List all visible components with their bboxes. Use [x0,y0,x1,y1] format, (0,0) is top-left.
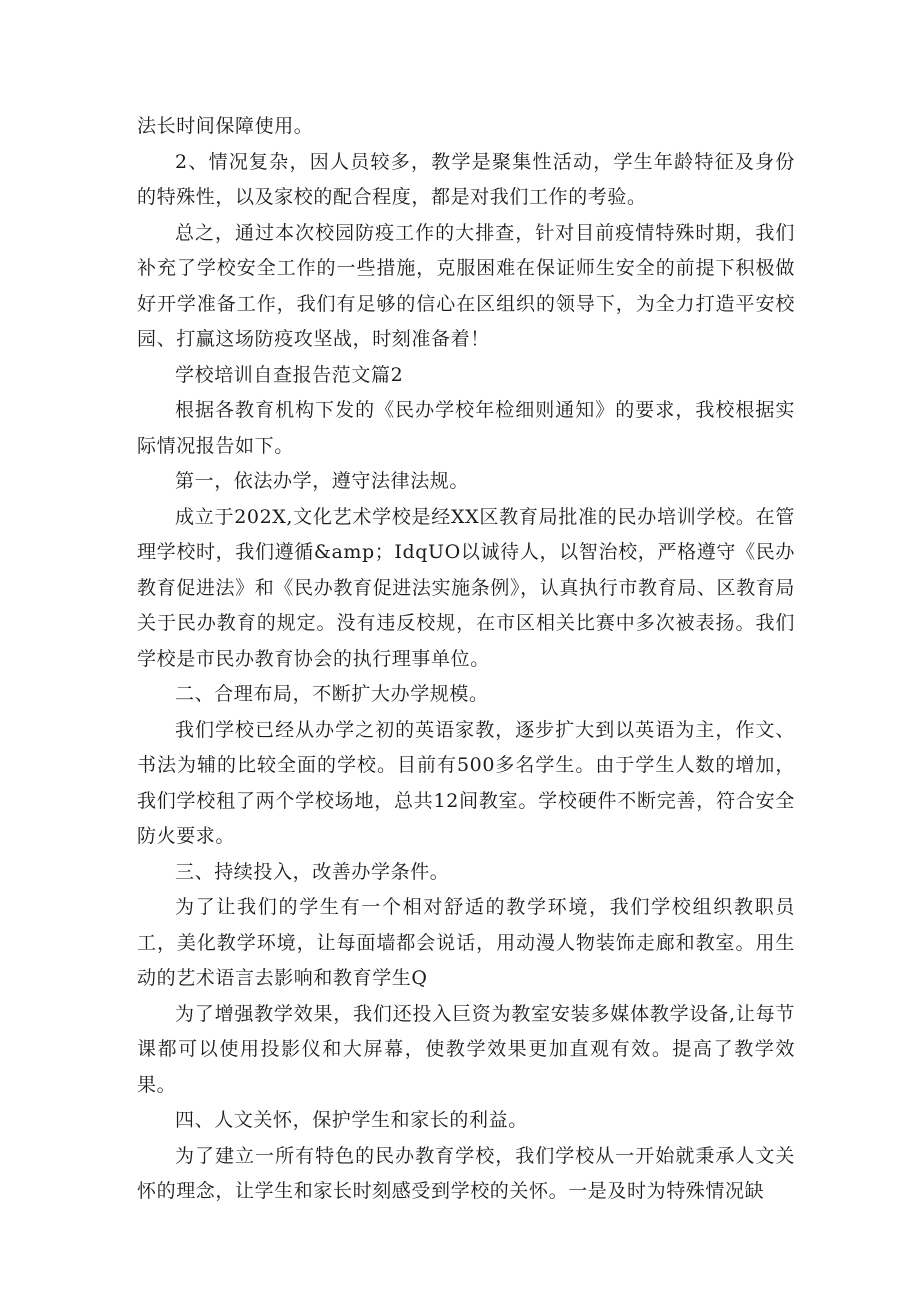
section-heading: 学校培训自查报告范文篇2 [175,363,404,386]
paragraph: 法长时间保障使用。 [137,115,314,137]
subsection-heading: 四、人文关怀，保护学生和家长的利益。 [175,1109,528,1131]
subsection-heading: 二、合理布局，不断扩大办学规模。 [175,683,489,705]
subsection-heading: 三、持续投入，改善办学条件。 [175,860,450,883]
paragraph: 为了建立一所有特色的民办教育学校，我们学校从一开始就秉承人文关怀的理念，让学生和家长时刻感受到学校的关怀。一是及时为特殊情况缺 [137,1144,795,1202]
paragraph: 成立于202X,文化艺术学校是经XX区教育局批准的民办培训学校。在管理学校时，我们遵循&amp；IdqUO以诚待人，以智治校，严格遵守《民办教育促进法》和《民办教育促进法实施条例》，认真执行市教育局、区教育局关于民办教育的规定。没有违反校规，在市区相关比赛中多次被表扬。我们学校是市民办教育协会的执行理事单位。 [137,505,795,670]
document-body [137,109,795,1210]
paragraph: 为了增强教学效果，我们还投入巨资为教室安装多媒体教学设备,让每节课都可以使用投影仪和大屏幕，使教学效果更加直观有效。提高了教学效果。 [137,1002,795,1096]
paragraph: 为了让我们的学生有一个相对舒适的教学环境，我们学校组织教职员工，美化教学环境，让每面墙都会说话，用动漫人物装饰走廊和教室。用生动的艺术语言去影响和教育学生Q [137,896,795,989]
paragraph: 2、情况复杂，因人员较多，教学是聚集性活动，学生年龄特征及身份的特殊性，以及家校的配合程度，都是对我们工作的考验。 [137,150,795,208]
paragraph: 总之，通过本次校园防疫工作的大排查，针对目前疫情特殊时期，我们补充了学校安全工作的一些措施，克服困难在保证师生安全的前提下积极做好开学准备工作，我们有足够的信心在区组织的领导下，为全力打造平安校园、打赢这场防疫攻坚战，时刻准备着！ [137,221,795,350]
subsection-heading: 第一，依法办学，遵守法律法规。 [175,470,470,492]
paragraph: 我们学校已经从办学之初的英语家教，逐步扩大到以英语为主，作文、书法为辅的比较全面的学校。目前有500多名学生。由于学生人数的增加，我们学校租了两个学校场地，总共12间教室。学校硬件不断完善，符合安全防火要求。 [137,718,795,847]
paragraph: 根据各教育机构下发的《民办学校年检细则通知》的要求，我校根据实际情况报告如下。 [137,399,795,457]
